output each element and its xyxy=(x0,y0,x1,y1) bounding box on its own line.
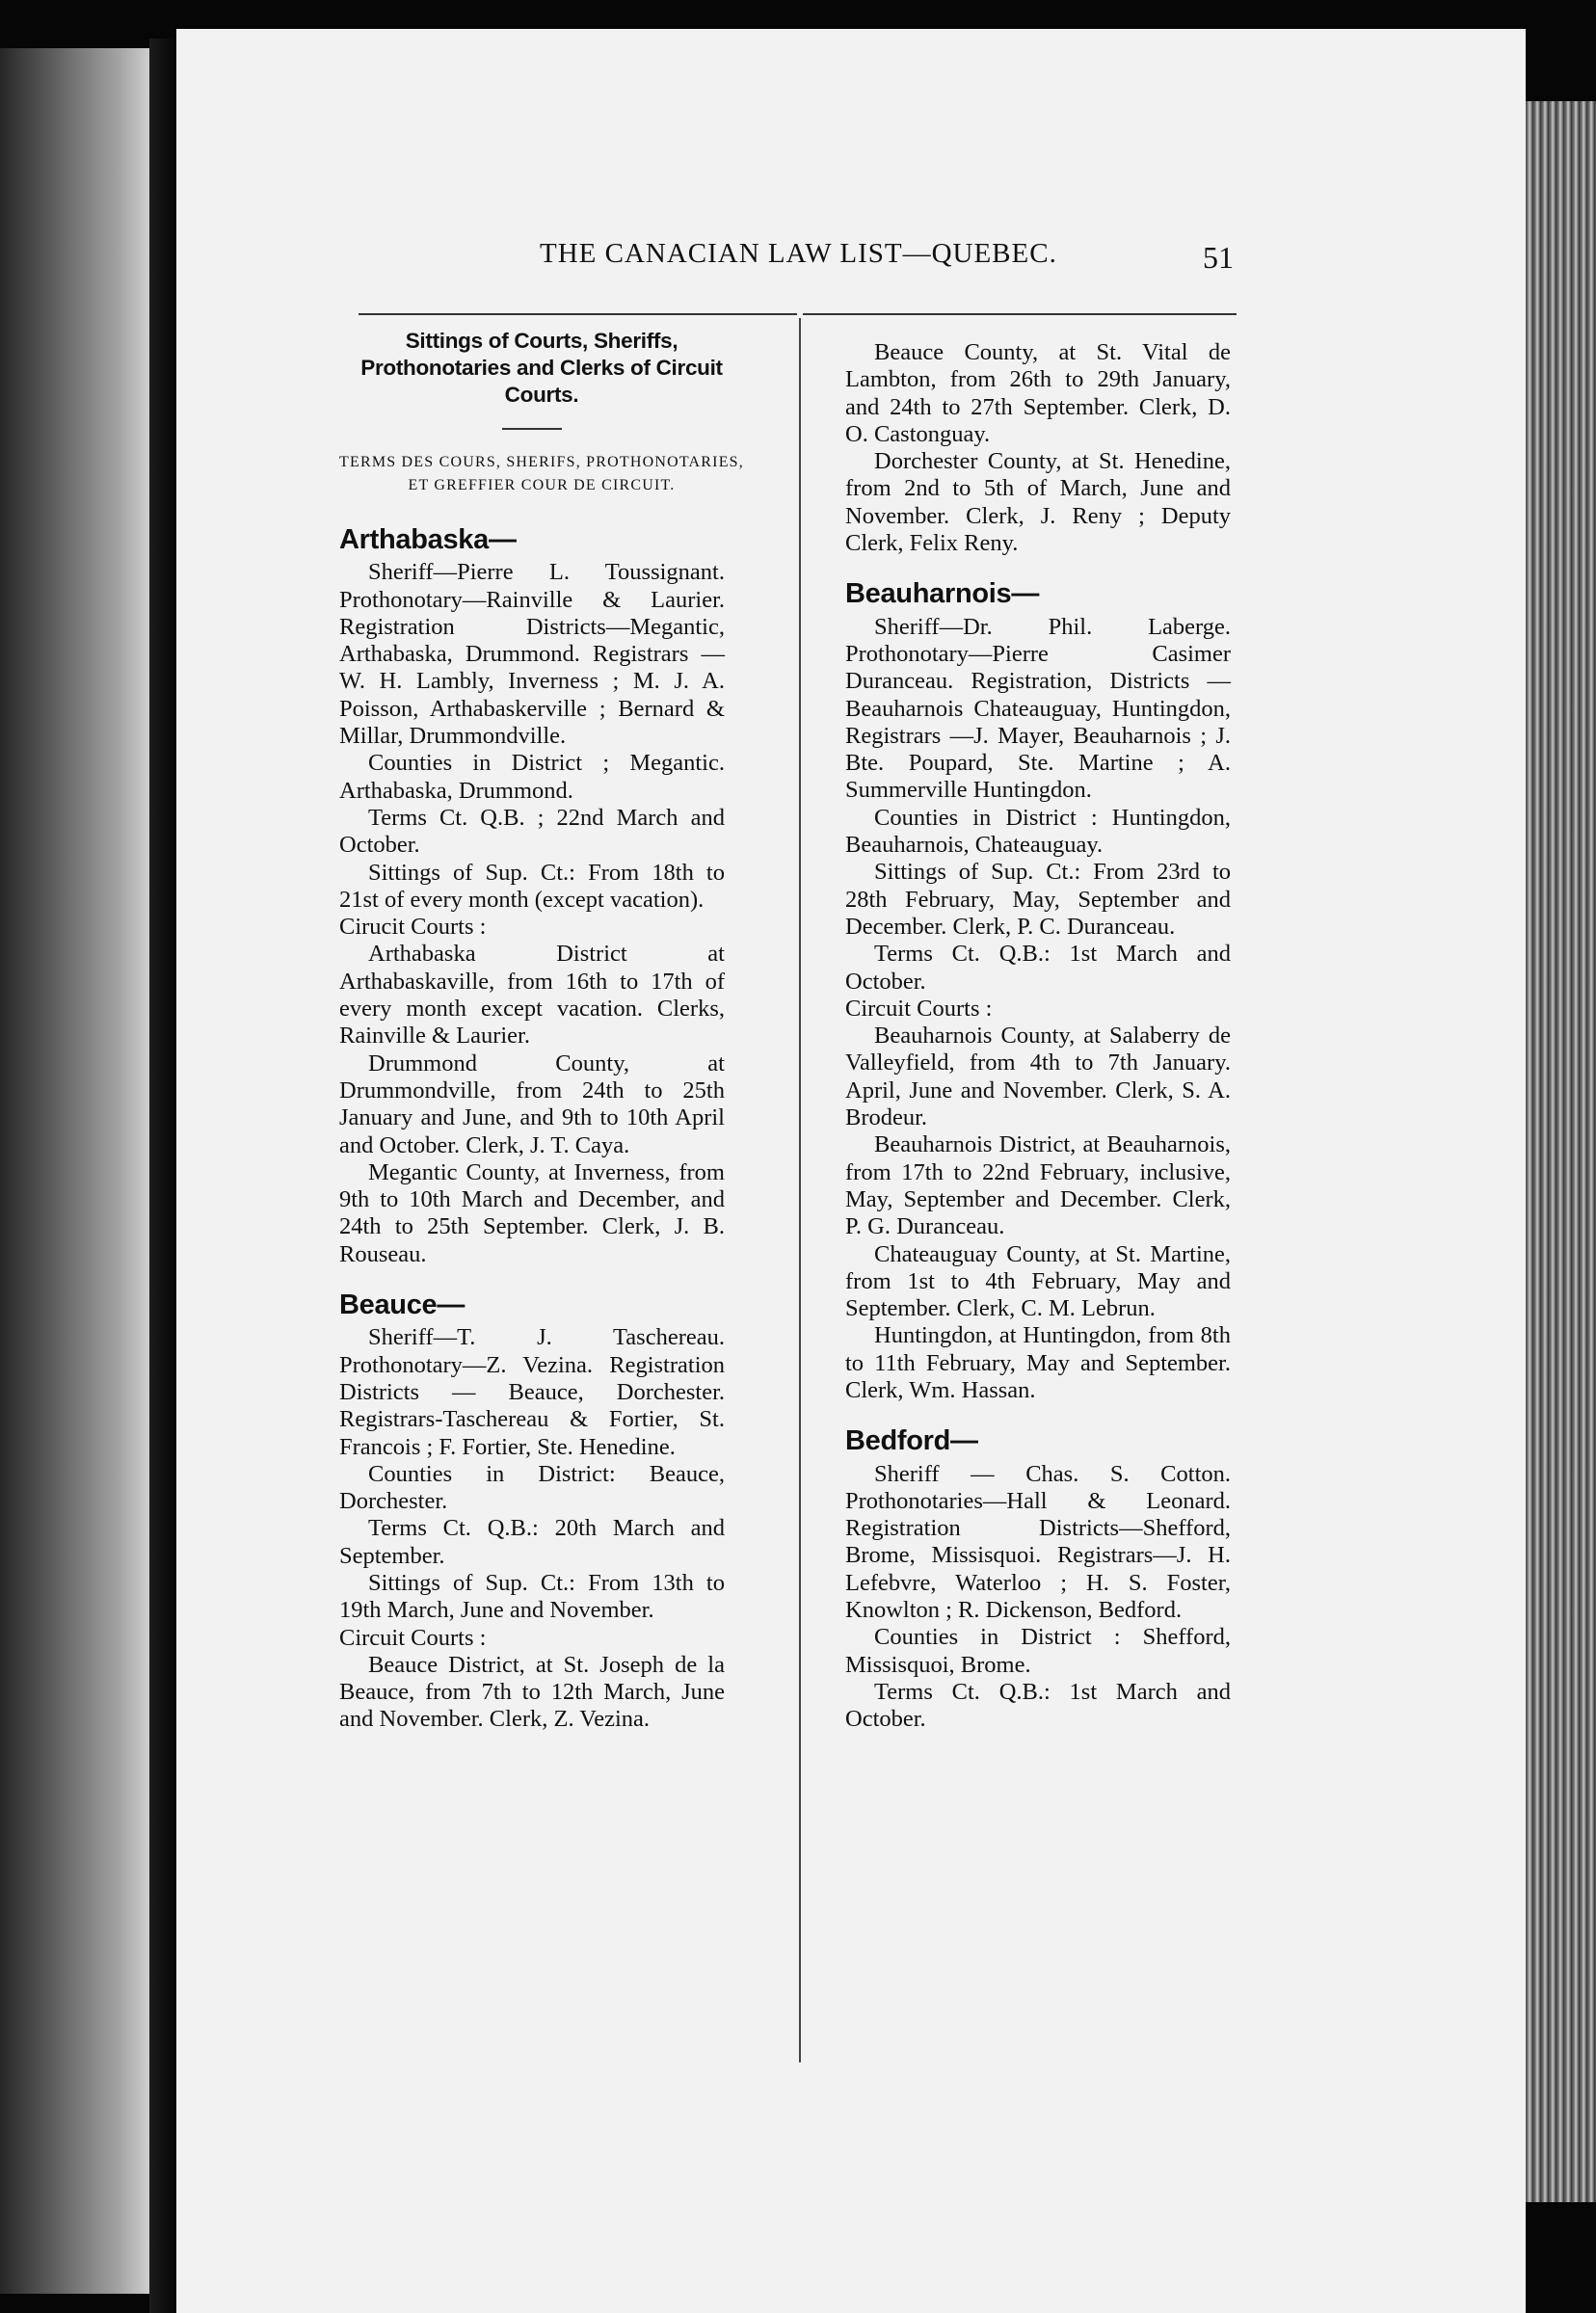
beauharnois-circuit-1: Beauharnois County, at Salaberry de Valleyfield, from 4th to 7th January. April, June and November. Clerk, S. A. Brodeur. xyxy=(845,1023,1231,1131)
beauharnois-counties: Counties in District : Huntingdon, Beauharnois, Chateauguay. xyxy=(845,804,1231,859)
beauce-sittings: Sittings of Sup. Ct.: From 13th to 19th March, June and November. xyxy=(339,1569,725,1624)
beauce-circuit-label: Circuit Courts : xyxy=(339,1624,487,1651)
arthabaska-counties: Counties in District ; Megantic. Arthabaska, Drummond. xyxy=(339,750,725,804)
beauce-counties: Counties in District: Beauce, Dorchester. xyxy=(339,1460,725,1515)
arthabaska-terms: Terms Ct. Q.B. ; 22nd March and October. xyxy=(339,804,725,859)
french-subtitle: TERMS DES COURS, SHERIFS, PROTHONOTARIES, ET GREFFIER COUR DE CIRCUIT. xyxy=(339,454,744,493)
previous-page-edge xyxy=(0,48,149,2294)
arthabaska-circuit-2: Drummond County, at Drummondville, from 24th to 25th January and June, and 9th to 10th April and October. Clerk, J. T. Caya. xyxy=(339,1050,725,1158)
left-column xyxy=(339,328,744,1734)
title-dash xyxy=(502,428,562,430)
beauce-circuit-2: Beauce County, at St. Vital de Lambton, from 26th to 29th January, and 24th to 27th September. Clerk, D. O. Castonguay. xyxy=(845,339,1231,447)
arthabaska-circuit-label: Cirucit Courts : xyxy=(339,914,487,941)
bedford-counties: Counties in District : Shefford, Missisquoi, Brome. xyxy=(845,1624,1231,1678)
heading-bedford: Bedford— xyxy=(845,1425,978,1457)
heading-arthabaska: Arthabaska— xyxy=(339,524,517,555)
beauce-sheriff: Sheriff—T. J. Taschereau. Prothonotary—Z. Vezina. Registration Districts — Beauce, Dorchester. Registrars-Taschereau & Fortier, St. Francois ; F. Fortier, Ste. Henedine. xyxy=(339,1324,725,1460)
beauce-terms: Terms Ct. Q.B.: 20th March and September. xyxy=(339,1515,725,1569)
page-stack-edges xyxy=(1526,101,1596,2202)
section-title: Sittings of Courts, Sheriffs, Prothonotaries and Clerks of Circuit Courts. xyxy=(360,329,723,407)
arthabaska-circuit-1: Arthabaska District at Arthabaskaville, from 16th to 17th of every month except vacation. Clerks, Rainville & Laurier. xyxy=(339,941,725,1050)
beauharnois-sheriff: Sheriff—Dr. Phil. Laberge. Prothonotary—Pierre Casimer Duranceau. Registration, Districts — Beauharnois Chateauguay, Huntingdon, Registrars —J. Mayer, Beauharnois ; J. Bte. Poupard, Ste. Martine ; A. Summerville Huntingdon. xyxy=(845,613,1231,804)
column-divider xyxy=(799,318,801,2062)
beauce-circuit-1: Beauce District, at St. Joseph de la Beauce, from 7th to 12th March, June and November. Clerk, Z. Vezina. xyxy=(339,1651,725,1733)
beauharnois-circuit-label: Circuit Courts : xyxy=(845,995,993,1022)
beauharnois-circuit-4: Huntingdon, at Huntingdon, from 8th to 11th February, May and September. Clerk, Wm. Hassan. xyxy=(845,1322,1231,1403)
beauce-circuit-3: Dorchester County, at St. Henedine, from 2nd to 5th of March, June and November. Clerk, J. Reny ; Deputy Clerk, Felix Reny. xyxy=(845,448,1231,557)
right-column xyxy=(845,339,1231,1734)
page-number: 51 xyxy=(1203,240,1234,275)
bedford-sheriff: Sheriff — Chas. S. Cotton. Prothonotaries—Hall & Leonard. Registration Districts—Shefford, Brome, Missisquoi. Registrars—J. H. Lefebvre, Waterloo ; H. S. Foster, Knowlton ; R. Dickenson, Bedford. xyxy=(845,1460,1231,1624)
beauharnois-sittings: Sittings of Sup. Ct.: From 23rd to 28th February, May, September and December. Clerk, P. C. Duranceau. xyxy=(845,859,1231,940)
arthabaska-sittings: Sittings of Sup. Ct.: From 18th to 21st of every month (except vacation). xyxy=(339,859,725,913)
book-gutter xyxy=(149,39,176,2313)
beauharnois-circuit-3: Chateauguay County, at St. Martine, from 1st to 4th February, May and September. Clerk, C. M. Lebrun. xyxy=(845,1240,1231,1322)
bedford-terms: Terms Ct. Q.B.: 1st March and October. xyxy=(845,1678,1231,1733)
running-head: THE CANACIAN LAW LIST—QUEBEC. xyxy=(540,238,1057,269)
header-rule-left xyxy=(359,313,797,315)
arthabaska-sheriff: Sheriff—Pierre L. Toussignant. Prothonotary—Rainville & Laurier. Registration Districts—Megantic, Arthabaska, Drummond. Registrars — W. H. Lambly, Inverness ; M. J. A. Poisson, Arthabaskerville ; Bernard & Millar, Drummondville. xyxy=(339,559,725,750)
beauharnois-circuit-2: Beauharnois District, at Beauharnois, from 17th to 22nd February, inclusive, May, September and December. Clerk, P. G. Duranceau. xyxy=(845,1131,1231,1240)
heading-beauharnois: Beauharnois— xyxy=(845,578,1040,610)
header-rule-right xyxy=(803,313,1237,315)
heading-beauce: Beauce— xyxy=(339,1289,466,1321)
arthabaska-circuit-3: Megantic County, at Inverness, from 9th to 10th March and December, and 24th to 25th September. Clerk, J. B. Rouseau. xyxy=(339,1158,725,1267)
beauharnois-terms: Terms Ct. Q.B.: 1st March and October. xyxy=(845,941,1231,995)
